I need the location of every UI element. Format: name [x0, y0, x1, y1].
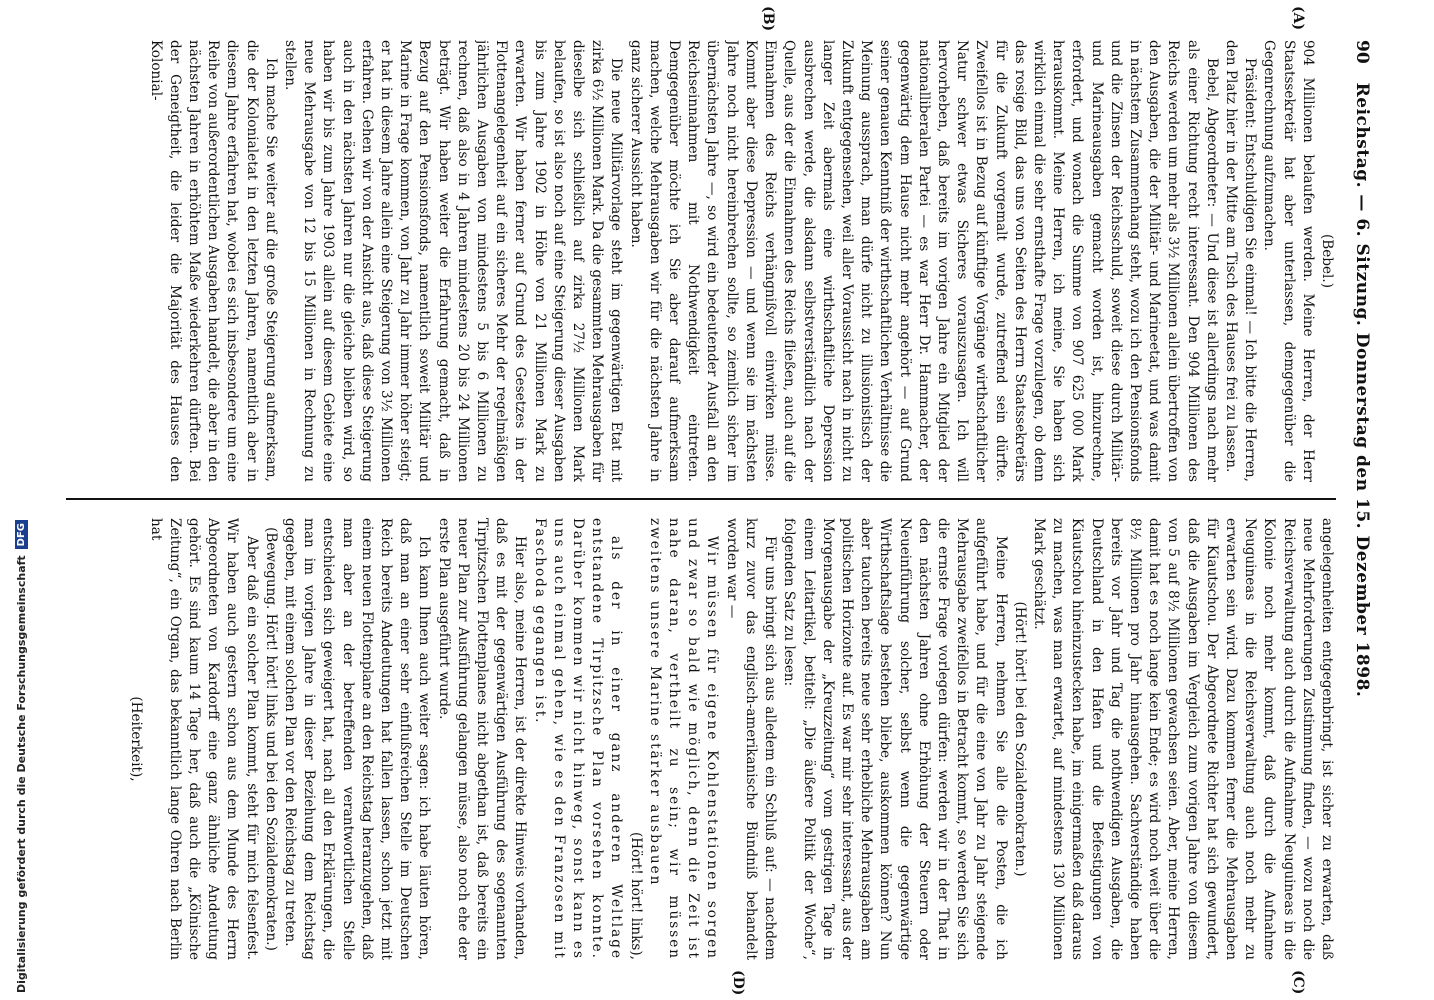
- digitization-footer: [14, 3, 28, 993]
- paragraph: Meine Herren, nehmen Sie alle die Posten, die ich aufgeführt habe, und für die eine von Jahr zu Jahr steigende Mehrausgabe zweifellos in Betracht kommt, so werden Sie sich die ernste Frage vorlegen dürfen: werden wir in der That in den nächsten Jahren ohne Erhöhung der Steuern oder Neueinführung solcher, selbst wenn die gegenwärtige Wirthschaftslage bestehen bliebe, auskommen können? Nun aber tauchen bereits neue sehr erhebliche Mehrausgaben am politischen Horizonte auf. Es war mir sehr interessant, aus der Morgenausgabe der „Kreuzzeitung“ vom gestrigen Tage in einem Leitartikel, betitelt: „Die äußere Politik der Woche“, folgenden Satz zu lesen:: [781, 518, 1009, 960]
- paragraph: Präsident: Entschuldigen Sie einmal! — Ich bitte die Herren, den Platz hier in der Mitte am Tisch des Hauses frei zu lassen.: [1222, 40, 1259, 482]
- speaker-tag: (Bebel.): [1319, 233, 1335, 289]
- paragraph: Für uns bringt sich aus alledem ein Schluß auf: — nachdem kurz zuvor das englisch-amerikanische Bündniß behandelt worden war —: [723, 518, 779, 960]
- page-title: Reichstag. — 6. Sitzung. Donnerstag den 15. Dezember 1898.: [1352, 82, 1372, 698]
- paragraph: Hier also, meine Herren, ist der direkte Hinweis vorhanden, daß es mit der gegenwärtigen Ausführung des sogenannten Tirpitzschen Flottenplanes nicht abgethan ist, daß bereits ein neuer Plan zur Ausführung gelangen müsse, also noch ehe der erste Plan ausgeführt wurde.: [435, 518, 529, 960]
- footer-credit: Digitalisierung gefördert durch die Deutsche Forschungsgemeinschaft: [14, 555, 28, 993]
- column-divider: [66, 498, 1336, 500]
- paragraph: Aber daß ein solcher Plan kommt, steht für mich felsenfest. Wir haben auch gestern schon aus dem Munde des Herrn Abgeordneten von Kardorff eine ganz ähnliche Andeutung gehört. Es sind kaum 14 Tage her, daß auch die „Kölnische Zeitung“, ein Organ, das bekanntlich lange Ohren nach Berlin hat: [147, 518, 260, 960]
- interjection: (Bewegung. Hört! hört! links und bei den Sozialdemokraten.): [262, 527, 279, 951]
- left-column: [66, 40, 1336, 482]
- interjection: (Heiterkeit),: [128, 696, 145, 782]
- margin-letter-c: (C): [1290, 970, 1306, 995]
- margin-letter-a: (A): [1290, 6, 1306, 31]
- paragraph: 904 Millionen belaufen werden. Meine Herren, der Herr Staatssekretär hat aber unterlassen, demgegenüber die Gegenrechnung aufzumachen.: [1261, 40, 1316, 482]
- rotated-page-content: [60, 6, 1380, 996]
- text-columns: [66, 6, 1336, 996]
- page-header: [1344, 40, 1380, 960]
- dfg-logo: DFG: [15, 520, 28, 549]
- paragraph: angelegenheiten entgegenbringt, ist sicher zu erwarten, daß neue Mehrforderungen Zustimmung finden, — wozu noch die Reichsverwaltung auch durch die Aufnahme Neuguineas in die Kolonie noch mehr kommt, daß durch die Aufnahme Neuguineas in die Reichsverwaltung auch noch mehr zu erwarten sein wird. Dazu kommen ferner die Mehrausgaben für Kiautschou. Der Abgeordnete Richter hat sich gewundert, daß die Ausgaben im Vergleich zum vorigen Jahre von diesem von 5 auf 8½ Millionen gewachsen seien. Aber, meine Herren, damit hat es noch lange kein Ende; es wird noch weit über die 8½ Millionen pro Jahr hinausgehen. Sachverständige haben bereits vor Jahr und Tag die nothwendigen Ausgaben, die Deutschland in den Hafen und die Befestigungen von Kiautschou hineinzustecken habe, im einigermaßen daß daraus zu machen, was man erwartet, auf mindestens 130 Millionen Mark geschätzt.: [1030, 518, 1335, 960]
- quotation: als der in einer ganz anderen Weltlage entstandene Tirpitzsche Plan vorsehen konnte. Darüber kommen wir nicht hinweg, sonst kann es uns auch einmal gehen, wie es den Franzosen mit Faschoda gegangen ist.: [531, 518, 625, 960]
- paragraph: Ich kann Ihnen auch weiter sagen: ich habe läuten hören, daß man an einer sehr einflußreichen Stelle im Deutschen Reich bereits Andeutungen hat fallen lassen, schon jetzt mit einem neuen Flottenplane an den Reichstag heranzugehen, daß man aber an der betreffenden verantwortlichen Stelle entschieden sich geweigert hat, nach all den Erklärungen, die man im vorigen Jahre in dieser Beziehung dem Reichstag gegeben, mit einem solchen Plan vor den Reichstag zu treten.: [282, 518, 433, 960]
- margin-letter-b: (B): [760, 6, 776, 32]
- interjection: (Hört! hört! bei den Sozialdemokraten.): [1011, 601, 1028, 877]
- page-number: 90: [1352, 40, 1372, 64]
- right-column: [66, 518, 1336, 960]
- paragraph: Bebel, Abgeordneter: — Und diese ist allerdings nach mehr als einer Richtung recht interessant. Den 904 Millionen des Reichs werden um mehr als 3½ Millionen allein übertroffen von den Ausgaben, die der Militär- und Marineetat, und was damit in nächstem Zusammenhang steht, wozu ich den Pensionsfonds und die Zinsen der Reichsschuld, soweit diese durch Militär- und Marineausgaben gemacht worden ist, hinzurechne, erfordert, und wonach die Summe von 907 625 000 Mark herauskommt. Meine Herren, ich meine, Sie haben sich wirklich einmal die sehr ernsthafte Frage vorzulegen, ob denn das rosige Bild, das uns von Seiten des Herrn Staatssekretärs für die Zukunft vorgemalt wurde, zutreffend sein dürfte. Zweifellos ist in Bezug auf künftige Vorgänge wirthschaftlicher Natur schwer etwas Sicheres vorauszusagen. Ich will hervorheben, daß bereits im vorigen Jahre ein Mitglied der nationalliberalen Partei — es war Herr Dr. Hammacher, der gegenwärtig dem Hause nicht mehr angehört — auf Grund seiner genauen Kenntniß der wirthschaftlichen Verhältnisse die Meinung aussprach, man dürfe nicht zu illusionistisch der Zukunft entgegensehen, weil aller Voraussicht nach in nicht zu langer Zeit abermals eine wirthschaftliche Depression ausbrechen werde, die alsdann selbstverständlich nach der Quelle, aus der die Einnahmen des Reichs fließen, auch auf die Einnahmen des Reichs verhängnißvoll einwirken müsse. Kommt aber diese Depression — und wenn sie im nächsten Jahre noch nicht hereinbrechen sollte, so ziemlich sicher im übernächsten Jahre —, so wird ein bedeutender Ausfall an den Reichseinnahmen mit Nothwendigkeit eintreten. Demgegenüber möchte ich Sie aber darauf aufmerksam machen, welche Mehrausgaben wir für die nächsten Jahre in ganz sicherer Aussicht haben.: [627, 40, 1220, 482]
- interjection: (Hört! hört! links),: [627, 831, 644, 960]
- quotation: Wir müssen für eigene Kohlenstationen sorgen und zwar so bald wie möglich, denn die Zeit ist nahe daran, vertheilt zu sein; wir müssen zweitens unsere Marine stärker ausbauen: [646, 518, 721, 960]
- paragraph: Die neue Militärvorlage steht im gegenwärtigen Etat mit zirka 6½ Millionen Mark. Da die gesammten Mehrausgaben für dieselbe sich schließlich auf zirka 27½ Millionen Mark belaufen, so ist also noch auf eine Steigerung dieser Ausgaben bis zum Jahre 1902 in Höhe von 21 Millionen Mark zu erwarten. Wir haben ferner auf Grund des Gesetzes in der Flottenangelegenheit auf ein sicheres Mehr der regelmäßigen jährlichen Ausgaben von mindestens 5 bis 6 Millionen zu rechnen, daß also in 4 Jahren mindestens 20 bis 24 Millionen beträgt. Wir haben weiter die Erfahrung gemacht, daß in Bezug auf den Pensionsfonds, namentlich soweit Militär und Marine in Frage kommen, von Jahr zu Jahr immer höher steigt; er hat in diesem Jahre allein eine Steigerung von 3½ Millionen erfahren. Gehen wir von der Ansicht aus, daß diese Steigerung auch in den nächsten Jahren nur die gleiche bleiben wird, so haben wir bis zum Jahre 1903 allein auf diesem Gebiete eine neue Mehrausgabe von 12 bis 15 Millionen in Rechnung zu stellen.: [282, 40, 625, 482]
- paragraph: Ich mache Sie weiter auf die große Steigerung aufmerksam, die der Kolonialetat in den letzten Jahren, namentlich aber in diesem Jahre erfahren hat, wobei es sich insbesondere um eine Reihe von außerordentlichen Ausgaben handelt, die aber in den nächsten Jahren in erhöhtem Maße wiederkehren dürften. Bei der Geneigtheit, die leider die Majorität des Hauses den Kolonial-: [147, 40, 279, 482]
- margin-letter-d: (D): [730, 970, 746, 996]
